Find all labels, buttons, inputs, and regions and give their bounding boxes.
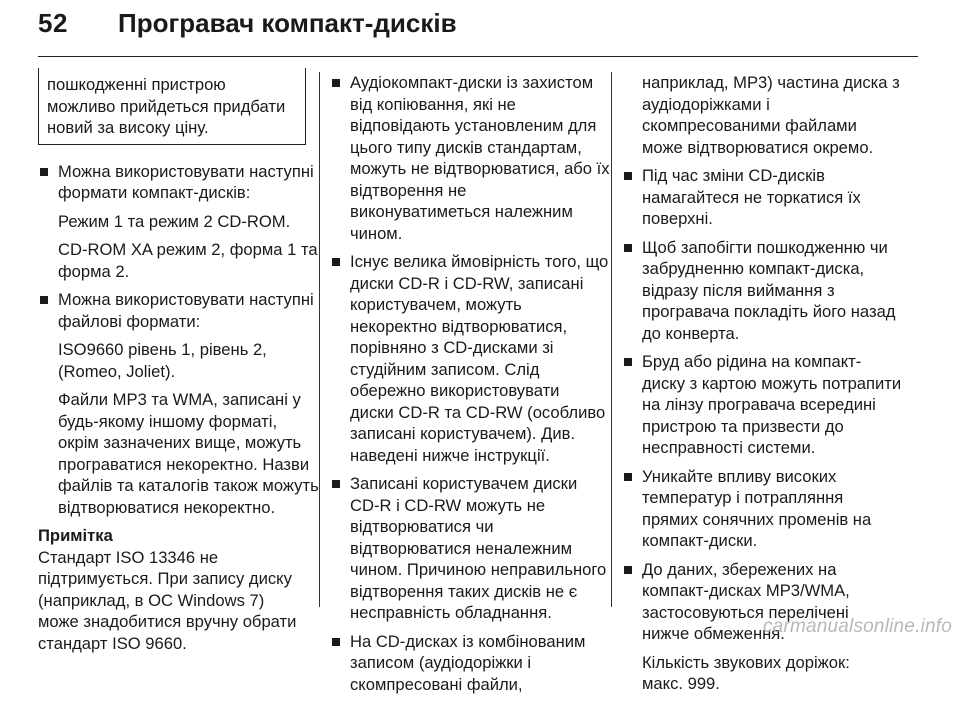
text-line: файлів та каталогів також можуть xyxy=(58,476,319,495)
text-line: записом (аудіодоріжки і xyxy=(350,653,532,672)
warning-box xyxy=(38,68,306,145)
text-line: відтворюватися чи xyxy=(350,517,494,536)
page-number: 52 xyxy=(38,8,68,38)
text-line: записані користувачем). Див. xyxy=(350,424,576,443)
text-line: від копіювання, які не xyxy=(350,94,516,114)
text-line: порівняно з CD-дисками зі xyxy=(350,338,554,357)
watermark: carmanualsonline.info xyxy=(762,616,952,637)
text-line: наведені нижче інструкції. xyxy=(350,445,550,465)
bullet-mixed-mode xyxy=(330,631,602,696)
column-divider xyxy=(319,72,320,607)
text-line: користувачем, можуть xyxy=(350,295,522,314)
file-format-iso xyxy=(38,339,306,382)
text-line: некоректно відтворюватися, xyxy=(350,316,568,336)
text-line: новий за високу ціну. xyxy=(47,118,209,137)
text-line: CD-R і CD-RW можуть не xyxy=(350,495,546,515)
text-line: несправність обладнання. xyxy=(350,603,552,622)
text-line: наприклад, MP3) частина диска з xyxy=(642,73,900,92)
text-line: температур і потрапляння xyxy=(642,488,844,507)
text-line: будь-якому іншому форматі, xyxy=(58,411,278,431)
note-section xyxy=(38,525,306,654)
text-line: пристрою та призвести до xyxy=(642,416,844,436)
text-line: скомпресованими файлами xyxy=(642,116,857,135)
cd-format-mode xyxy=(38,211,306,233)
text-line: До даних, збережених на xyxy=(642,559,837,579)
text-line: відповідають установленим для xyxy=(350,116,597,135)
text-line: Можна використовувати наступні xyxy=(58,161,314,181)
text-line: обережно використовувати xyxy=(350,381,560,400)
text-line: Стандарт ISO 13346 не xyxy=(38,547,219,567)
text-line: CD-ROM XA режим 2, форма 1 та xyxy=(58,240,318,259)
text-line: забрудненню компакт-диска, xyxy=(642,259,865,278)
text-line: несправності системи. xyxy=(642,438,816,457)
text-line: чином. Причиною неправильного xyxy=(350,560,607,579)
text-line: відтворення не xyxy=(350,180,467,200)
text-line: Записані користувачем диски xyxy=(350,474,578,493)
text-line: поверхні. xyxy=(642,209,713,228)
bullet-cd-formats xyxy=(38,161,314,204)
text-line: програватися некоректно. Назви xyxy=(58,454,310,474)
text-line: скомпресовані файли, xyxy=(350,674,523,694)
text-line: може відтворюватися окремо. xyxy=(642,137,874,157)
column-2 xyxy=(330,72,610,702)
text-line: компакт-диски. xyxy=(642,531,758,550)
text-line: компакт-дисках MP3/WMA, xyxy=(642,581,850,600)
text-line: може знадобитися вручну обрати xyxy=(38,612,297,631)
note-heading: Примітка xyxy=(38,526,113,545)
bullet-dirt-liquid xyxy=(622,351,912,459)
text-line: прямих сонячних променів на xyxy=(642,509,872,529)
text-line: підтримується. При запису диску xyxy=(38,569,292,588)
text-line: відтворюватися некоректно. xyxy=(58,497,276,517)
file-format-mp3-wma xyxy=(38,389,319,518)
text-line: Файли MP3 та WMA, записані у xyxy=(58,390,301,409)
text-line: стандарт ISO 9660. xyxy=(38,633,187,653)
text-line: чином. xyxy=(350,223,403,243)
text-line: (наприклад, в ОС Windows 7) xyxy=(38,590,265,610)
text-line: програвача покладіть його назад xyxy=(642,302,896,321)
cd-format-xa xyxy=(38,239,318,282)
text-line: Уникайте впливу високих xyxy=(642,466,837,486)
text-line: студійним записом. Слід xyxy=(350,359,540,379)
track-limit xyxy=(622,652,912,695)
text-line: файлові формати: xyxy=(58,311,201,331)
text-line: Бруд або рідина на компакт- xyxy=(642,352,862,371)
note-text xyxy=(38,547,306,655)
bullet-heat-sun xyxy=(622,466,912,552)
text-line: Кількість звукових доріжок: xyxy=(642,652,850,672)
text-line: Режим 1 та режим 2 CD-ROM. xyxy=(58,211,291,231)
mixed-mode-continuation xyxy=(622,72,912,158)
text-line: до конверта. xyxy=(642,323,740,343)
text-line: диску з картою можуть потрапити xyxy=(642,373,902,393)
text-line: диски CD-R та CD-RW (особливо xyxy=(350,402,606,422)
header-rule xyxy=(38,56,918,57)
column-3 xyxy=(622,72,912,702)
text-line: аудіодоріжками і xyxy=(642,94,770,114)
text-line: відразу після виймання з xyxy=(642,280,835,300)
bullet-copy-protected xyxy=(330,72,610,244)
text-line: (Romeo, Joliet). xyxy=(58,361,176,381)
text-line: застосовуються перелічені xyxy=(642,602,849,622)
bullet-changing-cds xyxy=(622,165,912,230)
text-line: цього типу дисків стандартам, xyxy=(350,137,582,157)
bullet-user-recorded xyxy=(330,473,607,624)
bullet-prevent-damage xyxy=(622,237,912,345)
bullet-cdr-cdrw xyxy=(330,251,609,466)
text-line: Існує велика ймовірність того, що xyxy=(350,252,609,271)
page-header xyxy=(38,8,918,52)
text-line: виконуватиметься належним xyxy=(350,202,573,221)
text-line: ISO9660 рівень 1, рівень 2, xyxy=(58,340,267,359)
text-line: нижче обмеження. xyxy=(642,624,785,643)
column-1 xyxy=(38,72,319,654)
text-line: формати компакт-дисків: xyxy=(58,183,251,202)
text-line: диски CD-R і CD-RW, записані xyxy=(350,273,584,293)
bullet-file-formats xyxy=(38,289,314,332)
text-line: відтворення таких дисків не є xyxy=(350,581,578,601)
text-line: макс. 999. xyxy=(642,674,720,693)
text-line: на лінзу програвача всередині xyxy=(642,395,876,414)
text-line: Можна використовувати наступні xyxy=(58,290,314,309)
text-line: можуть не відтворюватися, або їх xyxy=(350,159,610,178)
column-divider xyxy=(611,72,612,607)
text-line: Під час зміни CD-дисків xyxy=(642,166,825,185)
text-line: На CD-дисках із комбінованим xyxy=(350,631,586,651)
page-title: Програвач компакт-дисків xyxy=(118,8,457,38)
text-line: окрім зазначених вище, можуть xyxy=(58,433,302,452)
text-line: намагайтеся не торкатися їх xyxy=(642,187,861,207)
text-line: пошкодженні пристрою xyxy=(47,75,226,94)
text-line: можливо прийдеться придбати xyxy=(47,96,286,116)
text-line: Аудіокомпакт-диски із захистом xyxy=(350,73,594,92)
text-line: форма 2. xyxy=(58,261,130,281)
text-line: відтворюватися неналежним xyxy=(350,538,573,558)
text-line: Щоб запобігти пошкодженню чи xyxy=(642,237,888,257)
